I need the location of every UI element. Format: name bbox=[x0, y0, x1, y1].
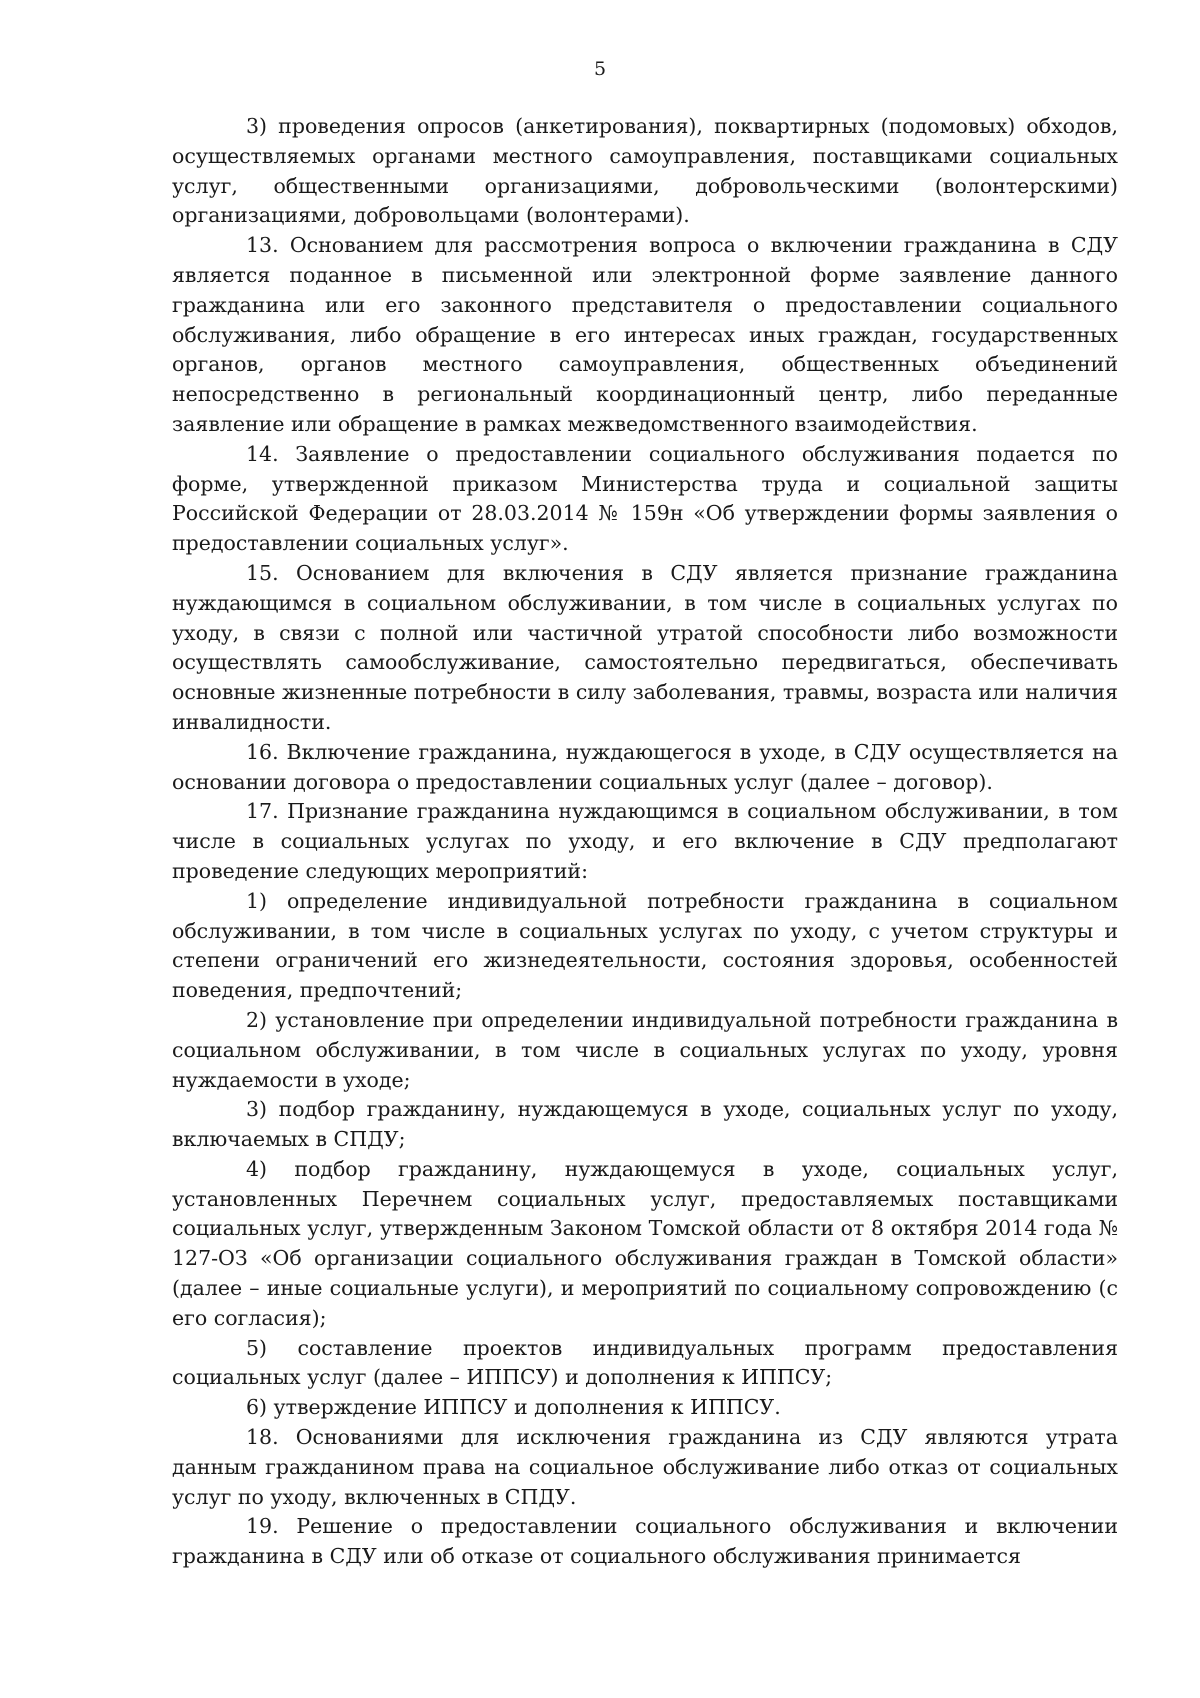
paragraph: 3) проведения опросов (анкетирования), поквартирных (подомовых) обходов, осуществляемых органами местного самоуправления, поставщиками социальных услуг, общественными организациями, добровольческими (волонтерскими) организациями, добровольцами (волонтерами). bbox=[172, 114, 1118, 228]
paragraph: 1) определение индивидуальной потребности гражданина в социальном обслуживании, в том числе в социальных услугах по уходу, с учетом структуры и степени ограничений его жизнедеятельности, состояния здоровья, особенностей поведения, предпочтений; bbox=[172, 888, 1118, 1003]
paragraph: 16. Включение гражданина, нуждающегося в уходе, в СДУ осуществляется на основании договора о предоставлении социальных услуг (далее – договор). bbox=[172, 739, 1118, 794]
paragraph: 6) утверждение ИППСУ и дополнения к ИППСУ. bbox=[246, 1395, 781, 1420]
paragraph: 3) подбор гражданину, нуждающемуся в уходе, социальных услуг по уходу, включаемых в СПДУ; bbox=[172, 1097, 1118, 1152]
paragraph: 14. Заявление о предоставлении социального обслуживания подается по форме, утвержденной приказом Министерства труда и социальной защиты Российской Федерации от 28.03.2014 № 159н «Об утверждении формы заявления о предоставлении социальных услуг». bbox=[172, 441, 1118, 556]
paragraph: 2) установление при определении индивидуальной потребности гражданина в социальном обслуживании, в том числе в социальных услугах по уходу, уровня нуждаемости в уходе; bbox=[172, 1007, 1118, 1092]
paragraph: 19. Решение о предоставлении социального обслуживания и включении гражданина в СДУ или об отказе от социального обслуживания принимается bbox=[172, 1514, 1118, 1569]
page-number: 5 bbox=[593, 58, 607, 80]
paragraph: 15. Основанием для включения в СДУ является признание гражданина нуждающимся в социальном обслуживании, в том числе в социальных услугах по уходу, в связи с полной или частичной утратой способности либо возможности осуществлять самообслуживание, самостоятельно передвигаться, обеспечивать основные жизненные потребности в силу заболевания, травмы, возраста или наличия инвалидности. bbox=[172, 560, 1118, 734]
paragraph: 13. Основанием для рассмотрения вопроса о включении гражданина в СДУ является поданное в письменной или электронной форме заявление данного гражданина или его законного представителя о предоставлении социального обслуживания, либо обращение в его интересах иных граждан, государственных органов, органов местного самоуправления, общественных объединений непосредственно в региональный координационный центр, либо переданные заявление или обращение в рамках межведомственного взаимодействия. bbox=[172, 233, 1118, 436]
document-body bbox=[172, 112, 1118, 1572]
paragraph: 18. Основаниями для исключения гражданина из СДУ являются утрата данным гражданином права на социальное обслуживание либо отказ от социальных услуг по уходу, включенных в СПДУ. bbox=[172, 1425, 1118, 1509]
paragraph: 5) составление проектов индивидуальных программ предоставления социальных услуг (далее – ИППСУ) и дополнения к ИППСУ; bbox=[172, 1335, 1118, 1390]
paragraph: 17. Признание гражданина нуждающимся в социальном обслуживании, в том числе в социальных услугах по уходу, и его включение в СДУ предполагают проведение следующих мероприятий: bbox=[172, 799, 1118, 883]
paragraph: 4) подбор гражданину, нуждающемуся в уходе, социальных услуг, установленных Перечнем социальных услуг, предоставляемых поставщиками социальных услуг, утвержденным Законом Томской области от 8 октября 2014 года № 127-ОЗ «Об организации социального обслуживания граждан в Томской области» (далее – иные социальные услуги), и мероприятий по социальному сопровождению (с его согласия); bbox=[172, 1156, 1118, 1330]
